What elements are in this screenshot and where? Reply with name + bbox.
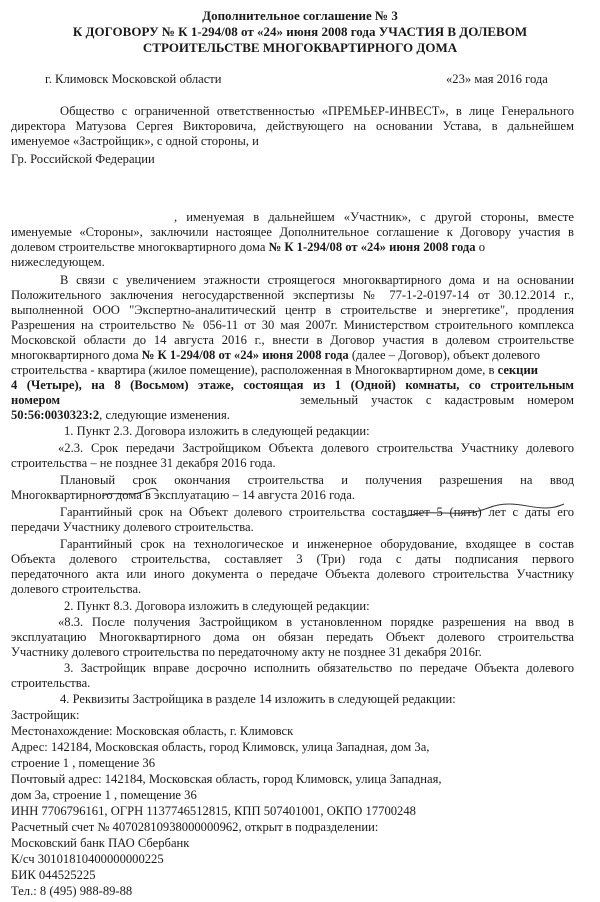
text-line: Почтовый адрес: 142184, Московская область, город Климовск, улица Западная, — [11, 772, 442, 786]
text-line: 4. Реквизиты Застройщика в разделе 14 изложить в следующей редакции: — [60, 692, 456, 706]
text-line: «2.3. Срок передачи Застройщиком Объекта долевого строительства Участнику долевого — [58, 441, 574, 455]
text-line: строение 1 , помещение 36 — [11, 756, 155, 770]
pen-stroke-mark — [100, 486, 160, 500]
doc-title: Дополнительное соглашение № 3 — [202, 8, 398, 23]
text-line: В связи с увеличением этажности строящегося многоквартирного дома и на основании — [60, 273, 574, 287]
pen-stroke-mark — [398, 500, 568, 526]
text-line: строительства - квартира (жилое помещение), расположенная в Многоквартирном доме, в секции — [11, 363, 538, 377]
date-line: «23» мая 2016 года — [446, 72, 548, 86]
text-line: дом 3а, строение 1 , помещение 36 — [11, 788, 197, 802]
text-line: Гарантийный срок на Объект долевого строительства составляет 5 (пять) лет с даты его — [60, 505, 574, 519]
text-line: Плановый срок окончания строительства и получения разрешения на ввод — [60, 473, 574, 487]
text-line: «8.3. После получения Застройщиком в установленном порядке разрешения на ввод в — [58, 615, 574, 629]
text-line: ИНН 7706796161, ОГРН 1137746512815, КПП 507401001, ОКПО 17700248 — [11, 804, 416, 818]
doc-subtitle-line-1: К ДОГОВОРУ № К 1-294/08 от «24» июня 2008 года УЧАСТИЯ В ДОЛЕВОМ — [72, 24, 528, 39]
text-line: Общество с ограниченной ответственностью «ПРЕМЬЕР-ИНВЕСТ», в лице Генерального — [60, 104, 574, 118]
text-line: земельный участок с кадастровым номером — [300, 393, 574, 407]
text-line: эксплуатацию Многоквартирного дома он обязан передать Объект долевого строительства — [11, 630, 574, 644]
text-line: долевого строительства. — [11, 582, 142, 596]
text-line: Расчетный счет № 40702810938000000962, открыт в подразделении: — [11, 820, 379, 834]
text-line: К/сч 30101810400000000225 — [11, 852, 164, 866]
text-line: многоквартирного дома № К 1-294/08 от «24» июня 2008 года (далее – Договор), объект долевого — [11, 348, 540, 362]
text-line: Разрешения на строительство № 056-11 от 30 мая 2007г. Министерством строительного комплекса — [11, 318, 574, 332]
text-line: БИК 044525225 — [11, 868, 96, 882]
text-line: Тел.: 8 (495) 988-89-88 — [11, 884, 133, 898]
text-line: выполненной ООО "Экспертно-аналитический центр в строительстве и энергетике", продления — [11, 303, 574, 317]
text-line: 4 (Четыре), на 8 (Восьмом) этаже, состоящая из 1 (Одной) комнаты, со строительным — [11, 378, 574, 392]
text-line: 3. Застройщик вправе досрочно исполнить обязательство по передаче Объекта долевого — [64, 661, 574, 675]
text-line: долевом строительстве многоквартирного дома № К 1-294/08 от «24» июня 2008 года о — [11, 240, 485, 254]
text-line: 50:56:0030323:2, следующие изменения. — [11, 408, 230, 422]
text-line: именуемое «Застройщик», с одной стороны, и — [11, 134, 259, 148]
text-line: Московской области до 14 августа 2016 г., внести в Договор участия в долевом строительстве — [11, 333, 574, 347]
doc-subtitle-line-2: СТРОИТЕЛЬСТВЕ МНОГОКВАРТИРНОГО ДОМА — [142, 40, 458, 55]
text-line: Гарантийный срок на технологическое и инженерное оборудование, входящее в состав — [60, 537, 574, 551]
text-line: Гр. Российской Федерации — [11, 152, 155, 166]
text-line: строительства. — [11, 676, 91, 690]
text-line: Московский банк ПАО Сбербанк — [11, 836, 190, 850]
text-line: Адрес: 142184, Московская область, город Климовск, улица Западная, дом 3а, — [11, 740, 430, 754]
text-line: нижеследующем. — [11, 255, 105, 269]
text-line: Объекта долевого строительства, составляет 3 (Три) года с даты подписания первого — [11, 552, 574, 566]
text-line: 2. Пункт 8.3. Договора изложить в следующей редакции: — [64, 599, 370, 613]
text-line: Участнику долевого строительства по передаточному акту не позднее 31 декабря 2016г. — [11, 645, 482, 659]
text-line: , именуемая в дальнейшем «Участник», с другой стороны, вместе — [174, 210, 574, 224]
text-line: номером — [11, 393, 61, 407]
text-line: передачи Участнику долевого строительства. — [11, 520, 254, 534]
text-line: 1. Пункт 2.3. Договора изложить в следующей редакции: — [64, 424, 370, 438]
text-line: Застройщик: — [11, 708, 80, 722]
place-line: г. Климовск Московской области — [45, 72, 222, 86]
text-line: передаточного акта или иного документа о передаче Объекта долевого строительства Участнику — [11, 567, 574, 581]
text-line: строительства – не позднее 31 декабря 2016 года. — [11, 456, 276, 470]
text-line: Многоквартирного дома в эксплуатацию – 14 августа 2016 года. — [11, 488, 355, 502]
text-line: именуемые «Стороны», заключили настоящее Дополнительное соглашение к Договору участия в — [11, 225, 574, 239]
text-line: директора Матузова Сергея Викторовича, действующего на основании Устава, в дальнейшем — [11, 119, 574, 133]
text-line: Местонахождение: Московская область, г. Климовск — [11, 724, 294, 738]
text-line: Положительного заключения негосударственной экспертизы № 77-1-2-0197-14 от 30.12.2014 г., — [11, 288, 574, 302]
